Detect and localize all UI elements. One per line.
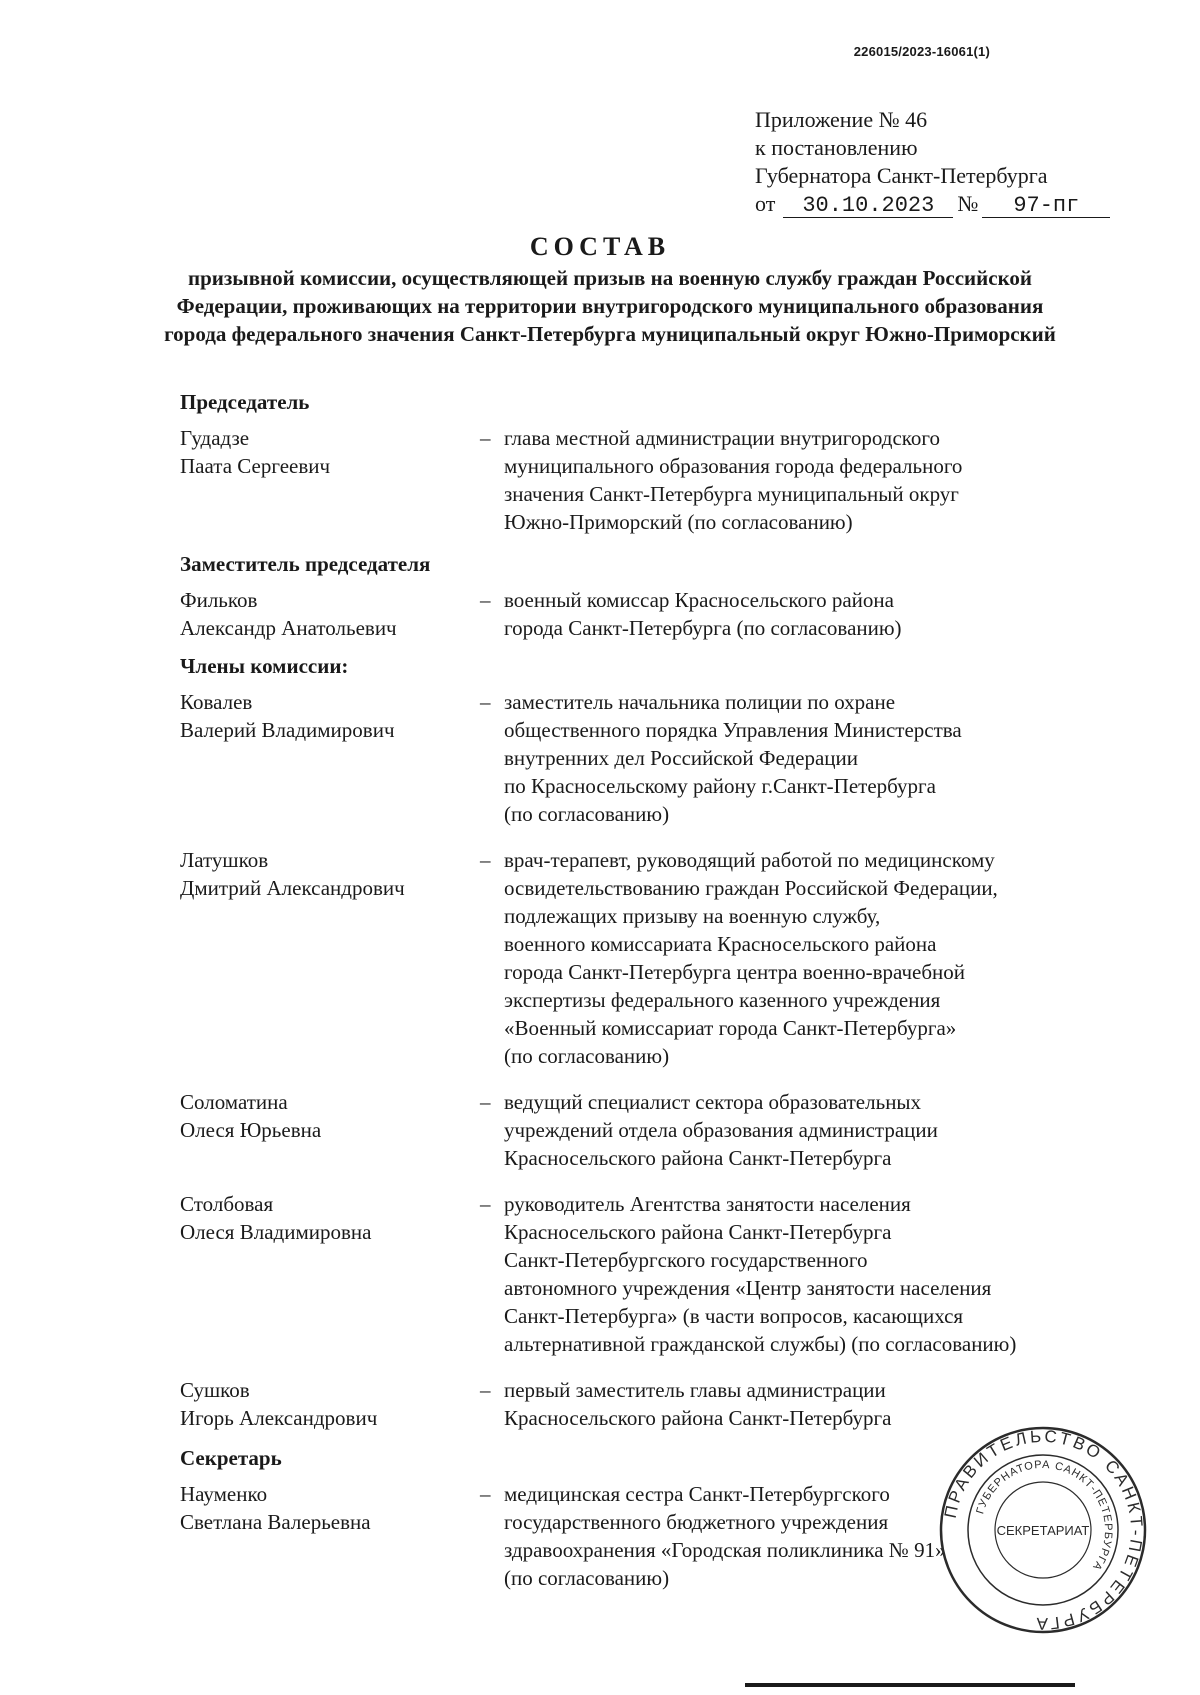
registration-number: 226015/2023-16061(1) (853, 44, 990, 59)
svg-text:ГУБЕРНАТОРА САНКТ-ПЕТЕРБУРГА (974, 1459, 1114, 1573)
member-row (180, 424, 1100, 536)
section-label-chairman: Председатель (180, 390, 310, 414)
member-name: Науменко Светлана Валерьевна (180, 1482, 371, 1534)
stamp-inner-text: ГУБЕРНАТОРА САНКТ-ПЕТЕРБУРГА (974, 1458, 1115, 1573)
member-dash: – (480, 848, 491, 872)
member-dash: – (480, 1090, 491, 1114)
member-role: руководитель Агентства занятости населения Красносельского района Санкт-Петербурга Санкт-Петербургского государственного автономного учреждения «Центр занятости населения Санкт-Петербурга» (в части вопросов, касающихся альтернативной гражданской службы) (по согласованию) (504, 1192, 1017, 1356)
member-dash: – (480, 690, 491, 714)
document-subtitle: призывной комиссии, осуществляющей призыв на военную службу граждан Российской Федерации, проживающих на территории внутригородского муниципального образования города федерального значения Санкт-Петербурга муниципальный округ Южно-Приморский (164, 266, 1056, 346)
section-label-members: Члены комиссии: (180, 654, 349, 678)
official-seal-stamp (938, 1425, 1148, 1635)
member-role: врач-терапевт, руководящий работой по медицинскому освидетельствованию граждан Российской Федерации, подлежащих призыву на военную службу, военного комиссариата Красносельского района города Санкт-Петербурга центра военно-врачебной экспертизы федерального казенного учреждения «Военный комиссариат города Санкт-Петербурга» (по согласованию) (504, 848, 998, 1068)
member-name: Сушков Игорь Александрович (180, 1378, 378, 1430)
decree-number: 97-пг (982, 195, 1110, 218)
member-row (180, 688, 1100, 828)
bottom-scan-bar (745, 1683, 1075, 1687)
member-name: Соломатина Олеся Юрьевна (180, 1090, 322, 1142)
member-name: Ковалев Валерий Владимирович (180, 690, 395, 742)
member-role: медицинская сестра Санкт-Петербургского государственного бюджетного учреждения здравоохранения «Городская поликлиника № 91» (по согласованию) (504, 1482, 946, 1590)
appendix-line-1: Приложение № 46 (755, 107, 928, 132)
member-role: заместитель начальника полиции по охране общественного порядка Управления Министерства внутренних дел Российской Федерации по Красносельскому району г.Санкт-Петербурга (по согласованию) (504, 690, 962, 826)
stamp-outer-text: ПРАВИТЕЛЬСТВО САНКТ-ПЕТЕРБУРГА (940, 1426, 1147, 1634)
appendix-line-3: Губернатора Санкт-Петербурга (755, 163, 1048, 188)
member-row (180, 586, 1100, 642)
member-row (180, 1376, 1100, 1432)
member-row (180, 846, 1100, 1070)
section-label-deputy: Заместитель председателя (180, 552, 431, 576)
section-label-secretary: Секретарь (180, 1446, 282, 1470)
member-role: ведущий специалист сектора образовательных учреждений отдела образования администрации Красносельского района Санкт-Петербурга (504, 1090, 938, 1170)
stamp-center-text: СЕКРЕТАРИАТ (996, 1523, 1090, 1538)
appendix-date-line (755, 190, 1110, 218)
member-dash: – (480, 1192, 491, 1216)
member-name: Столбовая Олеся Владимировна (180, 1192, 372, 1244)
document-title: СОСТАВ (529, 232, 671, 261)
decree-date: 30.10.2023 (783, 195, 953, 218)
member-row (180, 1190, 1100, 1358)
member-dash: – (480, 426, 491, 450)
number-label: № (957, 191, 979, 216)
member-dash: – (480, 1378, 491, 1402)
member-row (180, 1088, 1100, 1172)
member-dash: – (480, 1482, 491, 1506)
member-role: глава местной администрации внутригородского муниципального образования города федерального значения Санкт-Петербурга муниципальный округ Южно-Приморский (по согласованию) (504, 426, 963, 534)
member-name: Гудадзе Паата Сергеевич (180, 426, 331, 478)
appendix-block (755, 106, 1110, 218)
member-role: первый заместитель главы администрации Красносельского района Санкт-Петербурга (504, 1378, 892, 1430)
appendix-line-2: к постановлению (755, 135, 918, 160)
from-label: от (755, 191, 776, 216)
commission-roster (180, 388, 1100, 1592)
member-role: военный комиссар Красносельского района города Санкт-Петербурга (по согласованию) (504, 588, 902, 640)
member-dash: – (480, 588, 491, 612)
member-name: Латушков Дмитрий Александрович (180, 848, 405, 900)
member-name: Фильков Александр Анатольевич (180, 588, 397, 640)
